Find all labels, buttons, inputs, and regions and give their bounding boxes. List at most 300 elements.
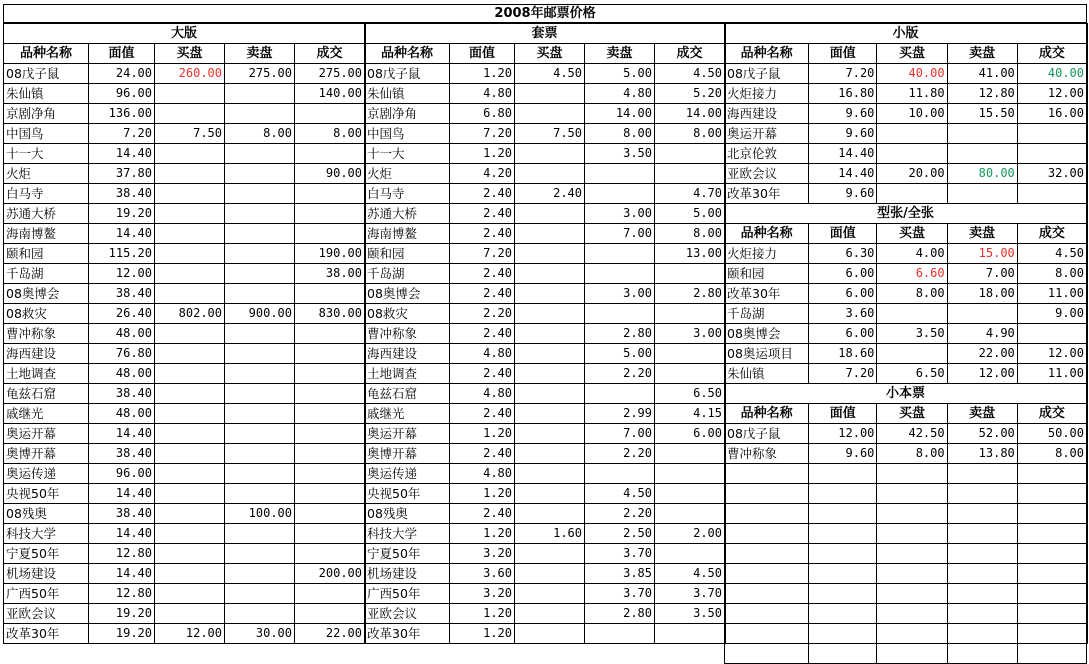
section-right-panels [724, 23, 1088, 644]
bid-cell: 20.00 [877, 164, 947, 184]
table-row [365, 84, 725, 104]
ask-cell: 13.80 [947, 444, 1017, 464]
ask-cell [947, 184, 1017, 204]
face-value-cell: 4.80 [450, 464, 515, 484]
table-row [4, 464, 365, 484]
table-row [365, 384, 725, 404]
face-value-cell: 3.20 [450, 584, 515, 604]
stamp-name-cell: 海西建设 [4, 344, 89, 364]
bid-cell [515, 564, 585, 584]
empty-cell [725, 584, 809, 604]
face-value-cell: 6.00 [809, 324, 877, 344]
deal-cell [295, 364, 365, 384]
stamp-name-cell: 土地调查 [4, 364, 89, 384]
stamp-name-cell: 改革30年 [365, 624, 450, 644]
bid-cell [155, 184, 225, 204]
deal-cell: 4.50 [655, 564, 725, 584]
ask-cell [225, 284, 295, 304]
empty-cell [947, 464, 1017, 484]
table-row [365, 244, 725, 264]
deal-cell: 38.00 [295, 264, 365, 284]
empty-cell [809, 564, 877, 584]
table-row [365, 524, 725, 544]
face-value-cell: 3.20 [450, 544, 515, 564]
stamp-name-cell: 奥运传递 [365, 464, 450, 484]
face-value-cell: 2.40 [450, 184, 515, 204]
bid-cell [155, 584, 225, 604]
deal-cell [295, 424, 365, 444]
face-value-cell: 19.20 [89, 624, 155, 644]
bid-cell [155, 424, 225, 444]
section-title-small-sheet: 小版 [725, 24, 1087, 44]
empty-cell [1017, 584, 1086, 604]
deal-cell [1017, 324, 1086, 344]
empty-cell [809, 524, 877, 544]
stamp-name-cell: 改革30年 [4, 624, 89, 644]
table-row [365, 124, 725, 144]
empty-row [725, 644, 1087, 664]
stamp-name-cell: 08戊子鼠 [4, 64, 89, 84]
ask-cell: 12.80 [947, 84, 1017, 104]
empty-cell [877, 524, 947, 544]
ask-cell: 8.00 [585, 124, 655, 144]
ask-cell: 5.00 [585, 344, 655, 364]
stamp-name-cell: 龟兹石窟 [4, 384, 89, 404]
stamp-price-sheet [3, 4, 1087, 644]
empty-cell [947, 544, 1017, 564]
bid-cell [515, 624, 585, 644]
face-value-cell: 14.40 [89, 564, 155, 584]
table-row [4, 364, 365, 384]
face-value-cell: 9.60 [809, 124, 877, 144]
table-row [4, 624, 365, 644]
ask-cell [225, 164, 295, 184]
stamp-name-cell: 广西50年 [4, 584, 89, 604]
deal-cell [1017, 124, 1086, 144]
ask-cell [225, 404, 295, 424]
face-value-cell: 14.40 [809, 164, 877, 184]
empty-cell [877, 584, 947, 604]
empty-row [725, 524, 1087, 544]
deal-cell [295, 584, 365, 604]
stamp-name-cell: 中国鸟 [365, 124, 450, 144]
bid-cell [877, 124, 947, 144]
ask-cell [225, 484, 295, 504]
deal-cell [655, 444, 725, 464]
face-value-cell: 2.40 [450, 444, 515, 464]
deal-cell: 13.00 [655, 244, 725, 264]
empty-row [725, 504, 1087, 524]
face-value-cell: 7.20 [89, 124, 155, 144]
face-value-cell: 38.40 [89, 504, 155, 524]
column-header: 面值 [809, 224, 877, 244]
stamp-name-cell: 08残奥 [4, 504, 89, 524]
stamp-name-cell: 颐和园 [4, 244, 89, 264]
ask-cell: 100.00 [225, 504, 295, 524]
sheet-title: 2008年邮票价格 [3, 4, 1087, 23]
empty-cell [725, 524, 809, 544]
ask-cell: 12.00 [947, 364, 1017, 384]
bid-cell: 260.00 [155, 64, 225, 84]
deal-cell: 2.00 [655, 524, 725, 544]
face-value-cell: 14.40 [89, 424, 155, 444]
table-row [365, 284, 725, 304]
deal-cell: 40.00 [1017, 64, 1086, 84]
bid-cell [515, 404, 585, 424]
deal-cell [295, 344, 365, 364]
deal-cell [655, 484, 725, 504]
deal-cell [295, 604, 365, 624]
empty-cell [809, 484, 877, 504]
deal-cell [655, 624, 725, 644]
empty-row [725, 484, 1087, 504]
bid-cell [155, 504, 225, 524]
empty-row [725, 544, 1087, 564]
bid-cell [515, 144, 585, 164]
ask-cell [225, 524, 295, 544]
deal-cell [295, 104, 365, 124]
bid-cell: 7.50 [515, 124, 585, 144]
face-value-cell: 136.00 [89, 104, 155, 124]
ask-cell [585, 464, 655, 484]
table-row [4, 124, 365, 144]
ask-cell [225, 344, 295, 364]
table-row [365, 304, 725, 324]
column-header: 成交 [295, 44, 365, 64]
table-row [4, 144, 365, 164]
ask-cell: 2.80 [585, 604, 655, 624]
bid-cell [515, 544, 585, 564]
ask-cell: 30.00 [225, 624, 295, 644]
face-value-cell: 2.40 [450, 284, 515, 304]
face-value-cell: 7.20 [450, 244, 515, 264]
face-value-cell: 1.20 [450, 604, 515, 624]
face-value-cell: 9.60 [809, 104, 877, 124]
deal-cell [1017, 144, 1086, 164]
section-title-row [365, 24, 725, 44]
table-row [4, 604, 365, 624]
bid-cell [155, 404, 225, 424]
empty-cell [809, 464, 877, 484]
ask-cell: 80.00 [947, 164, 1017, 184]
table-row [725, 344, 1087, 364]
bid-cell [155, 284, 225, 304]
face-value-cell: 1.20 [450, 624, 515, 644]
stamp-name-cell: 火炬接力 [725, 244, 809, 264]
empty-row [725, 584, 1087, 604]
bid-cell [155, 444, 225, 464]
bid-cell: 802.00 [155, 304, 225, 324]
column-header: 品种名称 [725, 44, 809, 64]
table-row [365, 204, 725, 224]
stamp-name-cell: 08奥博会 [725, 324, 809, 344]
ask-cell: 2.99 [585, 404, 655, 424]
ask-cell: 900.00 [225, 304, 295, 324]
stamp-name-cell: 十一大 [4, 144, 89, 164]
deal-cell [295, 404, 365, 424]
stamp-name-cell: 亚欧会议 [4, 604, 89, 624]
deal-cell [655, 504, 725, 524]
stamp-name-cell: 科技大学 [365, 524, 450, 544]
stamp-name-cell: 08戊子鼠 [725, 64, 809, 84]
column-header: 卖盘 [585, 44, 655, 64]
face-value-cell: 6.80 [450, 104, 515, 124]
empty-cell [1017, 624, 1086, 644]
bid-cell [155, 484, 225, 504]
face-value-cell: 9.60 [809, 444, 877, 464]
table-row [725, 244, 1087, 264]
stamp-name-cell: 央视50年 [365, 484, 450, 504]
stamp-name-cell: 08残奥 [365, 504, 450, 524]
stamp-name-cell: 千岛湖 [725, 304, 809, 324]
bid-cell [155, 84, 225, 104]
deal-cell: 9.00 [1017, 304, 1086, 324]
empty-cell [947, 604, 1017, 624]
deal-cell: 200.00 [295, 564, 365, 584]
stamp-name-cell: 08奥博会 [4, 284, 89, 304]
section-title-row [725, 204, 1087, 224]
stamp-name-cell: 京剧净角 [4, 104, 89, 124]
face-value-cell: 1.20 [450, 524, 515, 544]
face-value-cell: 2.40 [450, 504, 515, 524]
deal-cell [295, 224, 365, 244]
table-row [725, 324, 1087, 344]
stamp-name-cell: 火炬 [4, 164, 89, 184]
bid-cell: 8.00 [877, 444, 947, 464]
empty-cell [1017, 504, 1086, 524]
table-row [725, 84, 1087, 104]
face-value-cell: 19.20 [89, 604, 155, 624]
deal-cell: 11.00 [1017, 284, 1086, 304]
stamp-name-cell: 奥运开幕 [4, 424, 89, 444]
deal-cell: 140.00 [295, 84, 365, 104]
ask-cell [225, 84, 295, 104]
empty-cell [725, 484, 809, 504]
stamp-name-cell: 08救灾 [4, 304, 89, 324]
stamp-name-cell: 京剧净角 [365, 104, 450, 124]
stamp-name-cell: 央视50年 [4, 484, 89, 504]
bid-cell [515, 224, 585, 244]
stamp-name-cell: 机场建设 [4, 564, 89, 584]
stamp-name-cell: 十一大 [365, 144, 450, 164]
face-value-cell: 96.00 [89, 84, 155, 104]
face-value-cell: 96.00 [89, 464, 155, 484]
bid-cell [515, 424, 585, 444]
empty-row [725, 464, 1087, 484]
empty-cell [947, 504, 1017, 524]
deal-cell [295, 444, 365, 464]
bid-cell [515, 244, 585, 264]
face-value-cell: 76.80 [89, 344, 155, 364]
deal-cell: 3.00 [655, 324, 725, 344]
face-value-cell: 2.40 [450, 224, 515, 244]
ask-cell: 7.00 [585, 224, 655, 244]
empty-cell [877, 464, 947, 484]
bid-cell [515, 584, 585, 604]
deal-cell: 4.50 [1017, 244, 1086, 264]
empty-cell [725, 624, 809, 644]
ask-cell: 7.00 [585, 424, 655, 444]
column-header: 品种名称 [725, 224, 809, 244]
deal-cell [1017, 184, 1086, 204]
empty-cell [809, 504, 877, 524]
header-row [365, 44, 725, 64]
ask-cell: 7.00 [947, 264, 1017, 284]
table-row [365, 164, 725, 184]
column-header: 买盘 [877, 44, 947, 64]
stamp-name-cell: 中国鸟 [4, 124, 89, 144]
column-header: 卖盘 [947, 224, 1017, 244]
table-row [365, 404, 725, 424]
ask-cell [585, 384, 655, 404]
empty-cell [1017, 604, 1086, 624]
face-value-cell: 1.20 [450, 64, 515, 84]
deal-cell [655, 264, 725, 284]
bid-cell: 7.50 [155, 124, 225, 144]
bid-cell [155, 604, 225, 624]
face-value-cell: 7.20 [809, 364, 877, 384]
face-value-cell: 2.40 [450, 404, 515, 424]
table-row [4, 64, 365, 84]
ask-cell: 275.00 [225, 64, 295, 84]
ask-cell [585, 184, 655, 204]
bid-cell: 2.40 [515, 184, 585, 204]
bid-cell: 8.00 [877, 284, 947, 304]
bid-cell [515, 164, 585, 184]
empty-cell [947, 584, 1017, 604]
deal-cell [295, 544, 365, 564]
ask-cell: 41.00 [947, 64, 1017, 84]
ask-cell [585, 164, 655, 184]
empty-row [725, 624, 1087, 644]
empty-cell [725, 564, 809, 584]
ask-cell [225, 424, 295, 444]
ask-cell: 15.00 [947, 244, 1017, 264]
ask-cell [225, 444, 295, 464]
stamp-name-cell: 颐和园 [725, 264, 809, 284]
stamp-name-cell: 海西建设 [365, 344, 450, 364]
deal-cell: 3.70 [655, 584, 725, 604]
table-row [4, 544, 365, 564]
table-row [4, 244, 365, 264]
face-value-cell: 9.60 [809, 184, 877, 204]
ask-cell: 2.20 [585, 504, 655, 524]
bid-cell [155, 144, 225, 164]
table-row [365, 344, 725, 364]
deal-cell [295, 144, 365, 164]
column-header: 品种名称 [725, 404, 809, 424]
bid-cell: 6.60 [877, 264, 947, 284]
bid-cell: 11.80 [877, 84, 947, 104]
stamp-name-cell: 海西建设 [725, 104, 809, 124]
face-value-cell: 6.00 [809, 284, 877, 304]
face-value-cell: 48.00 [89, 404, 155, 424]
stamp-name-cell: 机场建设 [365, 564, 450, 584]
deal-cell [295, 184, 365, 204]
bid-cell: 10.00 [877, 104, 947, 124]
deal-cell [295, 384, 365, 404]
stamp-name-cell: 朱仙镇 [725, 364, 809, 384]
table-row [365, 484, 725, 504]
header-row [725, 404, 1087, 424]
table-row [4, 444, 365, 464]
stamp-name-cell: 北京伦敦 [725, 144, 809, 164]
ask-cell: 4.50 [585, 484, 655, 504]
face-value-cell: 18.60 [809, 344, 877, 364]
stamp-name-cell: 奥运开幕 [365, 424, 450, 444]
column-header: 买盘 [515, 44, 585, 64]
table-row [4, 584, 365, 604]
bid-cell [877, 184, 947, 204]
ask-cell: 3.50 [585, 144, 655, 164]
table-row [725, 164, 1087, 184]
ask-cell [947, 304, 1017, 324]
deal-cell: 2.80 [655, 284, 725, 304]
bid-cell [877, 144, 947, 164]
set-stamps-table [364, 23, 725, 644]
ask-cell [225, 104, 295, 124]
section-title-large-sheet: 大版 [4, 24, 365, 44]
face-value-cell: 37.80 [89, 164, 155, 184]
face-value-cell: 1.20 [450, 144, 515, 164]
table-row [365, 104, 725, 124]
face-value-cell: 7.20 [809, 64, 877, 84]
empty-cell [809, 624, 877, 644]
stamp-name-cell: 朱仙镇 [365, 84, 450, 104]
stamp-name-cell: 千岛湖 [365, 264, 450, 284]
header-row [4, 44, 365, 64]
deal-cell: 8.00 [655, 224, 725, 244]
stamp-name-cell: 苏通大桥 [365, 204, 450, 224]
stamp-name-cell: 曹冲称象 [4, 324, 89, 344]
column-header: 品种名称 [4, 44, 89, 64]
deal-cell: 6.50 [655, 384, 725, 404]
face-value-cell: 2.40 [450, 324, 515, 344]
table-row [4, 164, 365, 184]
column-header: 面值 [809, 44, 877, 64]
face-value-cell: 12.00 [809, 424, 877, 444]
ask-cell [225, 464, 295, 484]
empty-cell [809, 544, 877, 564]
empty-cell [947, 624, 1017, 644]
face-value-cell: 1.20 [450, 484, 515, 504]
ask-cell [585, 304, 655, 324]
ask-cell: 18.00 [947, 284, 1017, 304]
face-value-cell: 14.40 [89, 144, 155, 164]
deal-cell: 3.50 [655, 604, 725, 624]
empty-cell [1017, 464, 1086, 484]
ask-cell: 3.85 [585, 564, 655, 584]
stamp-name-cell: 土地调查 [365, 364, 450, 384]
deal-cell: 5.20 [655, 84, 725, 104]
bid-cell [515, 464, 585, 484]
column-header: 面值 [89, 44, 155, 64]
table-row [725, 144, 1087, 164]
bid-cell [515, 284, 585, 304]
ask-cell [225, 364, 295, 384]
section-title-souvenir-sheet: 型张/全张 [725, 204, 1087, 224]
ask-cell: 2.20 [585, 364, 655, 384]
bid-cell [155, 164, 225, 184]
empty-cell [1017, 544, 1086, 564]
empty-cell [725, 504, 809, 524]
column-header: 卖盘 [947, 44, 1017, 64]
bid-cell [515, 84, 585, 104]
face-value-cell: 14.40 [89, 524, 155, 544]
empty-cell [1017, 524, 1086, 544]
bid-cell [515, 364, 585, 384]
stamp-name-cell: 奥博开幕 [4, 444, 89, 464]
